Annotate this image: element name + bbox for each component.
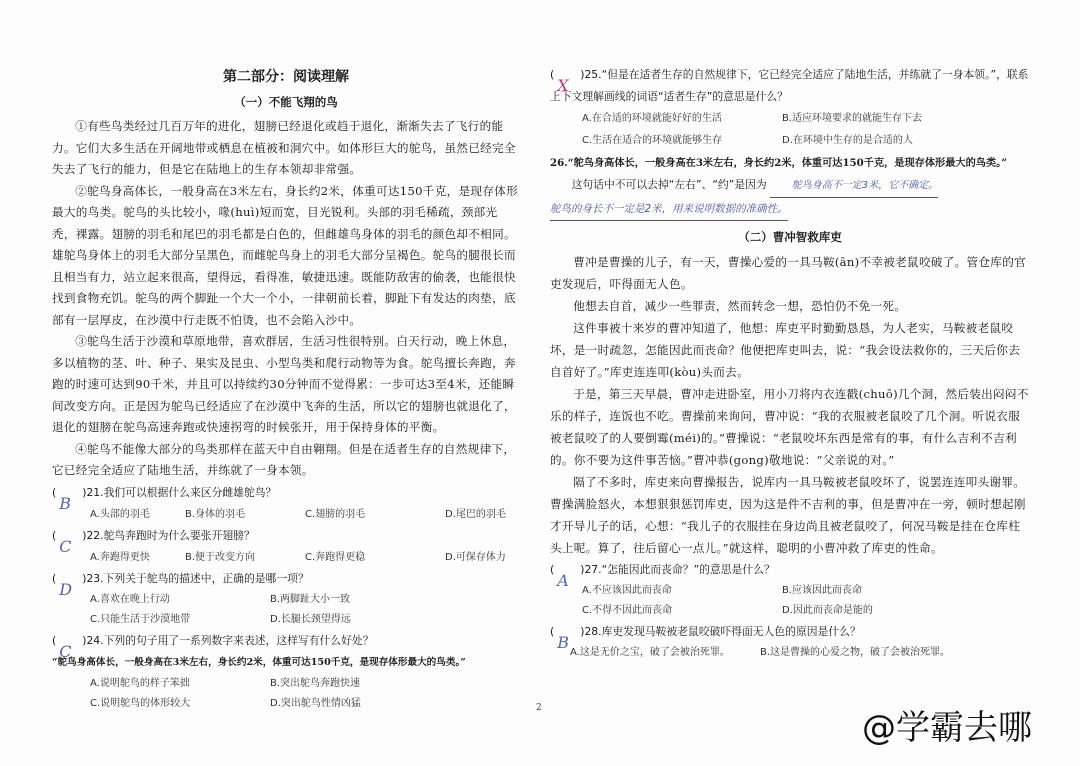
question-26 [550, 152, 1030, 221]
question-27: ( A )27.“怎能因此而丧命？”的意思是什么？ A.不应该因此而丧命 B.应该因此而丧命 C.不得不因此而丧命 D.因此而丧命是能的 [550, 559, 1030, 621]
paragraph-1: 曹冲是曹操的儿子，有一天，曹操心爱的一具马鞍(ān)不幸被老鼠咬破了。管仓库的官吏发现后，吓得面无人色。 [550, 255, 1026, 291]
option: C.生活在适合的环境就能够生存 [582, 135, 723, 146]
option: A.在合适的环境就能好好的生活 [582, 113, 722, 124]
option: A.奔跑得更快 [90, 551, 150, 563]
question-quote: “鸵鸟身高体长，一般身高在3米左右，身长约2米，体重可达150千克，是现存体形最大的鸟类。” [52, 656, 466, 668]
left-column [52, 62, 520, 714]
question-stem: 27.“怎能因此而丧命？”的意思是什么？ [584, 563, 775, 576]
question-23: ( D )23.下列关于鸵鸟的描述中，正确的是哪一项？ A.喜欢在晚上行动 B.两脚趾大小一致 C.只能生活于沙漠地带 D.长腿长颈望得远 [52, 568, 520, 630]
option: B.这是曹操的心爱之物，破了会被治死罪。 [760, 647, 951, 658]
paragraph-1: ①有些鸟类经过几百万年的进化，翅膀已经退化或趋于退化，渐渐失去了飞行的能力。它们大多生活在开阔地带或栖息在植被和洞穴中。如体形巨大的鸵鸟，虽然已经完全失去了飞行的能力，但是它在陆地上的生存本领却非常强。 [52, 119, 516, 176]
option: D.尾巴的羽毛 [445, 508, 506, 520]
answer-mark: B [59, 493, 71, 513]
question-22: ( C )22.鸵鸟奔跑时为什么要张开翅膀？ A.奔跑得更快 B.便于改变方向 C.奔跑得更稳 D.可保存体力 [52, 525, 520, 568]
option: A.头部的羽毛 [90, 508, 150, 520]
option: B.身体的羽毛 [185, 508, 246, 520]
paragraph-4: 于是，第三天早晨，曹冲走进卧室，用小刀将内衣连戳(chuō)几个洞，然后装出闷闷不乐的样子，连饭也不吃。曹操前来询问，曹冲说：“我的衣服被老鼠咬了几个洞。听说衣服被老鼠咬了的人要倒霉(méi)的。”曹操说：“老鼠咬坏东西是常有的事，有什么吉利不吉利的。你不要为这件事苦恼。”曹冲恭(gong)敬地说：“父亲说的对。” [550, 387, 1029, 467]
option: D.因此而丧命是能的 [782, 605, 873, 616]
option: A.喜欢在晚上行动 [90, 593, 170, 605]
paragraph-2: ②鸵鸟身高体长，一般身高在3米左右，身长约2米，体重可达150千克，是现存体形最大的鸟类。鸵鸟的头比较小，喙(huì)短而宽，目光锐利。头部的羽毛稀疏，颈部光秃，裸露。翅膀的羽毛和尾巴的羽毛都是白色的，但雌雄鸟身体的羽毛的颜色却不相同。雄鸵鸟身体上的羽毛大部分呈黑色，而雌鸵鸟身上的羽毛大部分呈褐色。鸵鸟的腿很长而且相当有力，站立起来很高，望得远，看得准，敏捷迅速。既能防敌害的偷袭，也能很快找到食物充饥。鸵鸟的两个脚趾一个大一个小，一律朝前长着，脚趾下有发达的肉垫，底部有一层厚皮，在沙漠中行走既不怕烫，也不会陷入沙中。 [52, 183, 518, 327]
passage-title-1: （一）不能飞翔的鸟 [234, 95, 338, 109]
option: C.只能生活于沙漠地带 [90, 613, 191, 625]
option: D.长腿长颈望得远 [270, 613, 351, 625]
option: D.在环境中生存的是合适的人 [782, 135, 913, 146]
paragraph-5: 隔了不多时，库吏来向曹操报告，说库内一具马鞍被老鼠咬坏了，说罢连连叩头谢罪。曹操满脸怒火，本想狠狠惩罚库吏，因为这是件不吉利的事，但是曹冲在一旁，顿时想起刚才开导儿子的话，心想：“我儿子的衣服挂在身边尚且被老鼠咬了，何况马鞍是挂在仓库柱头上呢。算了，往后留心一点儿。”就这样，聪明的小曹冲救了库吏的性命。 [550, 475, 1026, 555]
option: B.便于改变方向 [185, 551, 256, 563]
watermark: @学霸去哪 [862, 708, 1032, 748]
question-stem: 25.“但是在适者生存的自然规律下，它已经完全适应了陆地生活，并练就了一身本领。”，联系上下文理解画线的词语“适者生存”的意思是什么？ [550, 68, 1029, 103]
answer-mark: A [557, 571, 569, 590]
paragraph-3: ③鸵鸟生活于沙漠和草原地带，喜欢群居，生活习性很特别。白天行动，晚上休息，多以植物的茎、叶、种子、果实及昆虫、小型鸟类和爬行动物等为食。鸵鸟擅长奔跑，奔跑的时速可达到90千米，并且可以持续约30分钟而不觉得累：一步可达3至4米，还能瞬间改变方向。正是因为鸵鸟已经适应了在沙漠中飞奔的生活，所以它的翅膀也就退化了，退化的翅膀在鸵鸟高速奔跑或快速拐弯的时候张开，用于保持身体的平衡。 [52, 334, 516, 434]
handwritten-answer-2: 鸵鸟的身长不一定是2米，用来说明数据的准确性。 [550, 198, 788, 221]
option: C.不得不因此而丧命 [582, 605, 673, 616]
right-column [550, 64, 1030, 663]
option: A.这是无价之宝，破了会被治死罪。 [570, 647, 730, 658]
answer-mark: X [557, 76, 569, 95]
handwritten-answer-1: 鸵鸟身高不一定3米，它不确定。 [770, 175, 938, 198]
answer-mark: C [59, 536, 72, 556]
option: C.翅膀的羽毛 [305, 508, 366, 520]
question-21: ( B )21.我们可以根据什么来区分雌雄鸵鸟？ A.头部的羽毛 B.身体的羽毛 C.翅膀的羽毛 D.尾巴的羽毛 [52, 482, 520, 525]
question-stem: 23.下列关于鸵鸟的描述中，正确的是哪一项？ [86, 571, 309, 585]
option: D.可保存体力 [445, 551, 506, 563]
question-24: ( C )24.下列的句子用了一系列数字来表述，这样写有什么好处？ “鸵鸟身高体长，一般身高在3米左右，身长约2米，体重可达150千克，是现存体形最大的鸟类。” A.说明鸵鸟的样子笨拙 B.突出鸵鸟奔跑快速 C.说明鸵鸟的体形较大 D.突出鸵鸟性情凶猛 [52, 630, 520, 714]
question-stem: 26.“鸵鸟身高体长，一般身高在3米左右，身长约2米，体重可达150千克，是现存体形最大的鸟类。” [550, 157, 1008, 169]
option: C.奔跑得更稳 [305, 551, 366, 563]
paragraph-3: 这件事被十来岁的曹冲知道了，他想：库吏平时勤勤恳恳，为人老实，马鞍被老鼠咬坏，是一时疏忽，怎能因此而丧命？他便把库吏叫去，说：“我会设法救你的，三天后你去自首好了。”库吏连连叩(kòu)头而去。 [550, 321, 1021, 379]
option: B.两脚趾大小一致 [270, 593, 351, 605]
option: B.应该因此而丧命 [782, 585, 863, 596]
question-stem: 21.我们可以根据什么来区分雌雄鸵鸟？ [86, 485, 277, 499]
question-25: ( X )25.“但是在适者生存的自然规律下，它已经完全适应了陆地生活，并练就了一身本领。”，联系上下文理解画线的词语“适者生存”的意思是什么？ A.在合适的环境就能好好的生活 B.适应环境要求的就能生存下去 C.生活在适合的环境就能够生存 D.在环境中生存的是合适的人 [550, 64, 1030, 152]
answer-mark: D [59, 579, 73, 599]
question-stem: 22.鸵鸟奔跑时为什么要张开翅膀？ [86, 528, 255, 542]
question-stem: 24.下列的句子用了一系列数字来表述，这样写有什么好处？ [86, 633, 374, 647]
answer-prompt: 这句话中不可以去掉“左右”、“约”是因为 [571, 178, 767, 191]
option: C.说明鸵鸟的体形较大 [90, 697, 191, 709]
paragraph-2: 他想去自首，减少一些罪责，然而转念一想，恐怕仍不免一死。 [573, 299, 907, 313]
question-stem: 28.库吏发现马鞍被老鼠咬破吓得面无人色的原因是什么？ [584, 625, 861, 638]
option: A.不应该因此而丧命 [582, 585, 672, 596]
answer-mark: C [59, 641, 72, 661]
option: B.适应环境要求的就能生存下去 [782, 113, 923, 124]
answer-mark: B [557, 633, 569, 652]
option: D.突出鸵鸟性情凶猛 [270, 697, 361, 709]
option: B.突出鸵鸟奔跑快速 [270, 677, 361, 689]
section-title: 第二部分：阅读理解 [223, 69, 349, 85]
paragraph-4: ④鸵鸟不能像大部分的鸟类那样在蓝天中自由翱翔。但是在适者生存的自然规律下，它已经完全适应了陆地生活，并练就了一身本领。 [52, 441, 516, 477]
question-28: ( B )28.库吏发现马鞍被老鼠咬破吓得面无人色的原因是什么？ A.这是无价之宝，破了会被治死罪。 B.这是曹操的心爱之物，破了会被治死罪。 [550, 621, 1030, 663]
option: A.说明鸵鸟的样子笨拙 [90, 677, 190, 689]
passage-title-2: （二）曹冲智救库吏 [738, 230, 842, 244]
page-number: 2 [536, 703, 542, 713]
